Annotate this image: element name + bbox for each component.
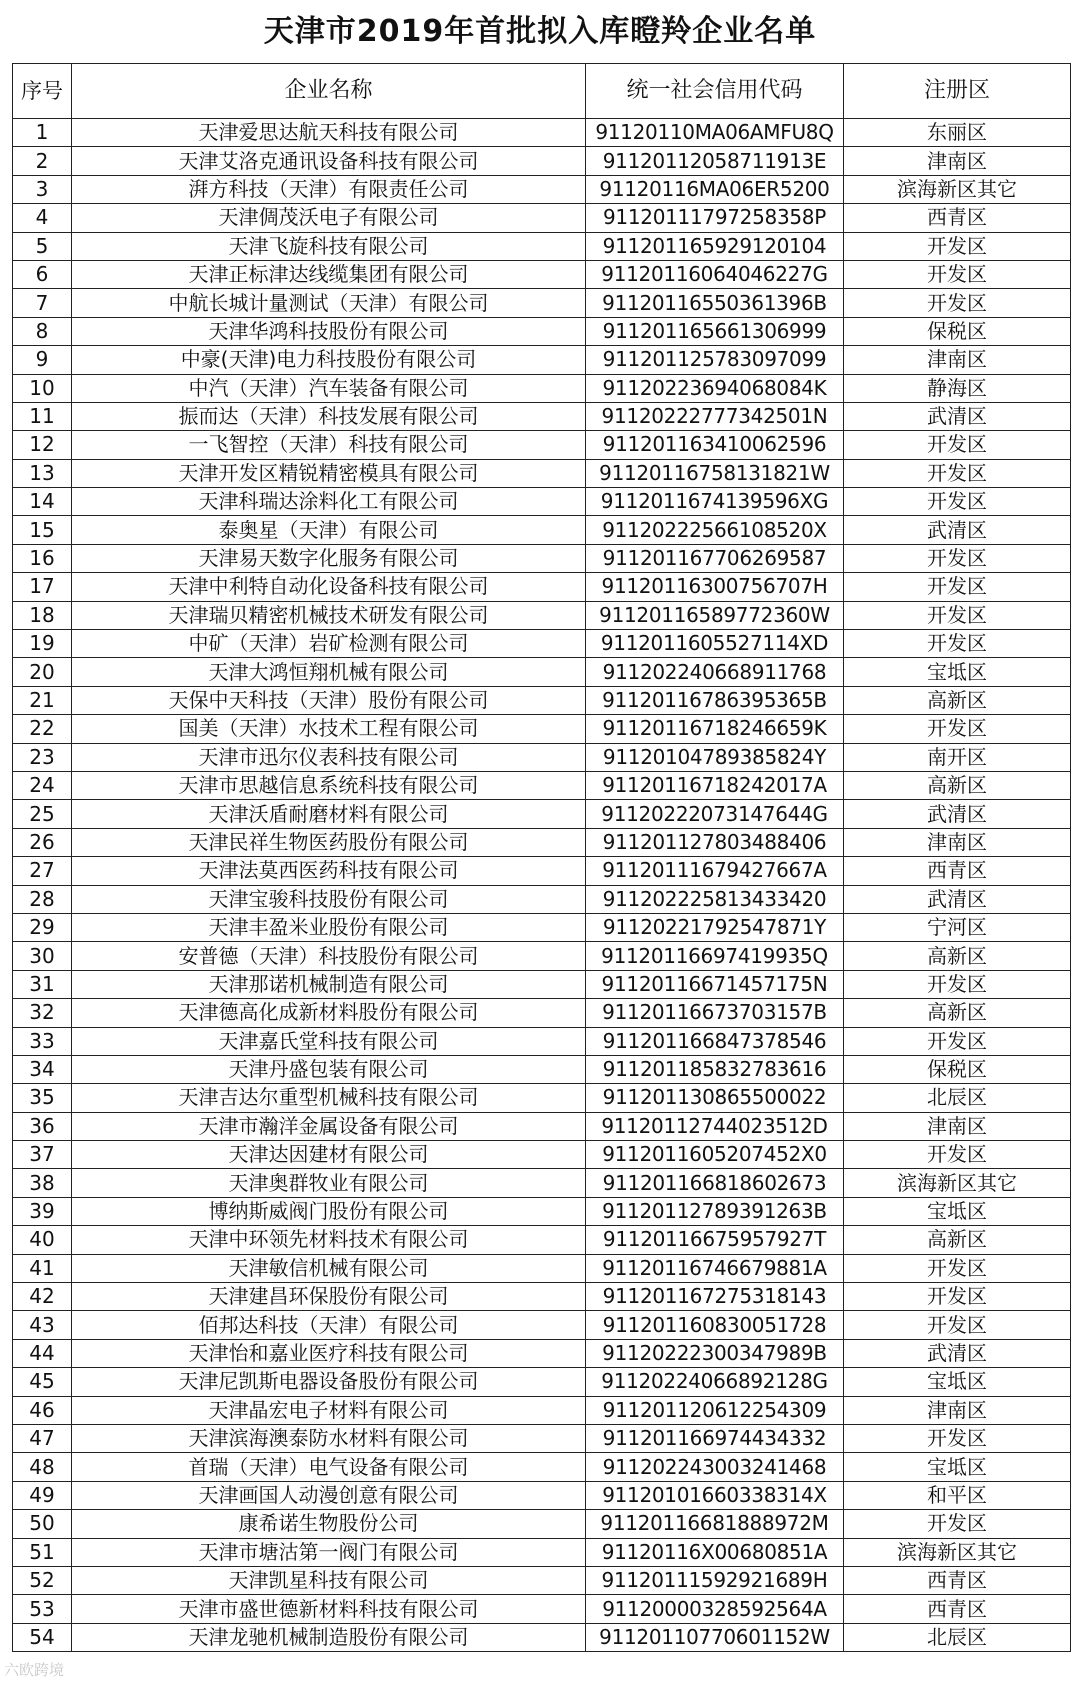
row-serial-number: 24 — [13, 771, 72, 799]
table-row — [13, 1339, 1071, 1367]
row-district: 高新区 — [844, 942, 1071, 970]
row-credit-code: 91120111797258358P — [586, 204, 844, 232]
table-row — [13, 431, 1071, 459]
table-row — [13, 204, 1071, 232]
row-company-name: 天津德高化成新材料股份有限公司 — [72, 999, 586, 1027]
row-company-name: 天津华鸿科技股份有限公司 — [72, 317, 586, 345]
table-row — [13, 147, 1071, 175]
row-district: 高新区 — [844, 771, 1071, 799]
row-credit-code: 911201160830051728 — [586, 1311, 844, 1339]
row-district: 宝坻区 — [844, 1368, 1071, 1396]
row-company-name: 天津嘉氏堂科技有限公司 — [72, 1027, 586, 1055]
row-credit-code: 91120110770601152W — [586, 1623, 844, 1651]
row-company-name: 天保中天科技（天津）股份有限公司 — [72, 686, 586, 714]
table-row — [13, 119, 1071, 147]
row-company-name: 泰奥星（天津）有限公司 — [72, 516, 586, 544]
row-credit-code: 91120116589772360W — [586, 601, 844, 629]
header-credit-code: 统一社会信用代码 — [586, 64, 844, 119]
row-company-name: 天津市塘沽第一阀门有限公司 — [72, 1538, 586, 1566]
row-district: 开发区 — [844, 1510, 1071, 1538]
row-serial-number: 43 — [13, 1311, 72, 1339]
row-company-name: 天津丹盛包装有限公司 — [72, 1055, 586, 1083]
row-district: 开发区 — [844, 1283, 1071, 1311]
table-row — [13, 658, 1071, 686]
row-credit-code: 911201130865500022 — [586, 1084, 844, 1112]
row-serial-number: 31 — [13, 970, 72, 998]
row-serial-number: 44 — [13, 1339, 72, 1367]
row-serial-number: 34 — [13, 1055, 72, 1083]
row-district: 宝坻区 — [844, 1197, 1071, 1225]
document-title: 天津市2019年首批拟入库瞪羚企业名单 — [263, 14, 817, 49]
row-district: 津南区 — [844, 1396, 1071, 1424]
row-serial-number: 13 — [13, 459, 72, 487]
row-credit-code: 91120112058711913E — [586, 147, 844, 175]
row-district: 津南区 — [844, 147, 1071, 175]
row-district: 宝坻区 — [844, 1453, 1071, 1481]
row-serial-number: 18 — [13, 601, 72, 629]
row-district: 武清区 — [844, 516, 1071, 544]
row-credit-code: 911201163410062596 — [586, 431, 844, 459]
row-credit-code: 91120224066892128G — [586, 1368, 844, 1396]
row-district: 津南区 — [844, 1112, 1071, 1140]
row-company-name: 一飞智控（天津）科技有限公司 — [72, 431, 586, 459]
row-credit-code: 911201125783097099 — [586, 346, 844, 374]
row-district: 武清区 — [844, 800, 1071, 828]
row-serial-number: 48 — [13, 1453, 72, 1481]
row-district: 滨海新区其它 — [844, 1169, 1071, 1197]
row-credit-code: 9112011605527114XD — [586, 630, 844, 658]
row-company-name: 天津画国人动漫创意有限公司 — [72, 1481, 586, 1509]
row-credit-code: 91120116671457175N — [586, 970, 844, 998]
row-serial-number: 15 — [13, 516, 72, 544]
table-row — [13, 1311, 1071, 1339]
row-serial-number: 53 — [13, 1595, 72, 1623]
row-company-name: 天津滨海澳泰防水材料有限公司 — [72, 1424, 586, 1452]
row-district: 开发区 — [844, 715, 1071, 743]
row-company-name: 天津中利特自动化设备科技有限公司 — [72, 573, 586, 601]
row-credit-code: 91120111679427667A — [586, 857, 844, 885]
row-serial-number: 12 — [13, 431, 72, 459]
row-district: 开发区 — [844, 260, 1071, 288]
table-row — [13, 232, 1071, 260]
row-company-name: 天津易天数字化服务有限公司 — [72, 544, 586, 572]
row-serial-number: 9 — [13, 346, 72, 374]
row-company-name: 天津怡和嘉业医疗科技有限公司 — [72, 1339, 586, 1367]
enterprise-table — [12, 63, 1071, 1652]
row-district: 高新区 — [844, 999, 1071, 1027]
table-row — [13, 885, 1071, 913]
row-company-name: 国美（天津）水技术工程有限公司 — [72, 715, 586, 743]
row-serial-number: 45 — [13, 1368, 72, 1396]
row-company-name: 中豪(天津)电力科技股份有限公司 — [72, 346, 586, 374]
row-district: 开发区 — [844, 1311, 1071, 1339]
row-credit-code: 91120222566108520X — [586, 516, 844, 544]
row-district: 滨海新区其它 — [844, 1538, 1071, 1566]
table-row — [13, 1396, 1071, 1424]
table-row — [13, 999, 1071, 1027]
table-row — [13, 260, 1071, 288]
row-serial-number: 4 — [13, 204, 72, 232]
table-row — [13, 601, 1071, 629]
row-company-name: 天津宝骏科技股份有限公司 — [72, 885, 586, 913]
row-district: 宁河区 — [844, 913, 1071, 941]
row-district: 高新区 — [844, 1226, 1071, 1254]
row-district: 开发区 — [844, 544, 1071, 572]
row-serial-number: 28 — [13, 885, 72, 913]
row-credit-code: 91120104789385824Y — [586, 743, 844, 771]
table-row — [13, 715, 1071, 743]
row-company-name: 天津中环领先材料技术有限公司 — [72, 1226, 586, 1254]
row-serial-number: 19 — [13, 630, 72, 658]
row-company-name: 天津市盛世德新材料科技有限公司 — [72, 1595, 586, 1623]
row-credit-code: 911201185832783616 — [586, 1055, 844, 1083]
table-row — [13, 544, 1071, 572]
table-row — [13, 686, 1071, 714]
row-company-name: 安普德（天津）科技股份有限公司 — [72, 942, 586, 970]
row-credit-code: 91120116746679881A — [586, 1254, 844, 1282]
row-serial-number: 7 — [13, 289, 72, 317]
row-district: 西青区 — [844, 204, 1071, 232]
table-row — [13, 1453, 1071, 1481]
row-credit-code: 911201127803488406 — [586, 828, 844, 856]
table-row — [13, 970, 1071, 998]
row-serial-number: 51 — [13, 1538, 72, 1566]
row-serial-number: 11 — [13, 402, 72, 430]
table-row — [13, 857, 1071, 885]
row-district: 静海区 — [844, 374, 1071, 402]
row-credit-code: 9112011674139596XG — [586, 488, 844, 516]
row-serial-number: 49 — [13, 1481, 72, 1509]
row-district: 北辰区 — [844, 1623, 1071, 1651]
row-company-name: 天津科瑞达涂料化工有限公司 — [72, 488, 586, 516]
row-credit-code: 911201120612254309 — [586, 1396, 844, 1424]
row-company-name: 湃方科技（天津）有限责任公司 — [72, 175, 586, 203]
row-credit-code: 91120116681888972M — [586, 1510, 844, 1538]
row-company-name: 博纳斯威阀门股份有限公司 — [72, 1197, 586, 1225]
table-row — [13, 1424, 1071, 1452]
table-row — [13, 459, 1071, 487]
row-district: 高新区 — [844, 686, 1071, 714]
row-district: 武清区 — [844, 1339, 1071, 1367]
row-company-name: 天津开发区精锐精密模具有限公司 — [72, 459, 586, 487]
table-row — [13, 1112, 1071, 1140]
table-row — [13, 630, 1071, 658]
table-header-row — [13, 64, 1071, 119]
row-serial-number: 35 — [13, 1084, 72, 1112]
table-row — [13, 289, 1071, 317]
row-district: 宝坻区 — [844, 658, 1071, 686]
row-credit-code: 9112011605207452X0 — [586, 1141, 844, 1169]
row-credit-code: 91120000328592564A — [586, 1595, 844, 1623]
table-body — [13, 119, 1071, 1652]
table-row — [13, 1197, 1071, 1225]
row-district: 和平区 — [844, 1481, 1071, 1509]
row-credit-code: 91120116300756707H — [586, 573, 844, 601]
row-company-name: 天津那诺机械制造有限公司 — [72, 970, 586, 998]
header-company-name: 企业名称 — [72, 64, 586, 119]
row-district: 开发区 — [844, 289, 1071, 317]
row-district: 东丽区 — [844, 119, 1071, 147]
row-district: 开发区 — [844, 1424, 1071, 1452]
row-serial-number: 37 — [13, 1141, 72, 1169]
row-company-name: 天津正标津达线缆集团有限公司 — [72, 260, 586, 288]
row-company-name: 天津达因建材有限公司 — [72, 1141, 586, 1169]
row-company-name: 天津吉达尔重型机械科技有限公司 — [72, 1084, 586, 1112]
row-district: 开发区 — [844, 970, 1071, 998]
row-credit-code: 91120116718242017A — [586, 771, 844, 799]
row-serial-number: 26 — [13, 828, 72, 856]
row-serial-number: 27 — [13, 857, 72, 885]
row-district: 开发区 — [844, 1141, 1071, 1169]
row-serial-number: 52 — [13, 1566, 72, 1594]
row-district: 开发区 — [844, 1027, 1071, 1055]
row-credit-code: 91120223694068084K — [586, 374, 844, 402]
row-credit-code: 911201166818602673 — [586, 1169, 844, 1197]
row-district: 保税区 — [844, 317, 1071, 345]
table-row — [13, 1368, 1071, 1396]
table-row — [13, 1510, 1071, 1538]
row-serial-number: 17 — [13, 573, 72, 601]
row-serial-number: 29 — [13, 913, 72, 941]
header-district: 注册区 — [844, 64, 1071, 119]
row-district: 开发区 — [844, 601, 1071, 629]
row-serial-number: 10 — [13, 374, 72, 402]
row-serial-number: 16 — [13, 544, 72, 572]
table-row — [13, 516, 1071, 544]
table-row — [13, 1623, 1071, 1651]
row-credit-code: 91120116064046227G — [586, 260, 844, 288]
table-row — [13, 402, 1071, 430]
row-credit-code: 91120101660338314X — [586, 1481, 844, 1509]
row-company-name: 天津市瀚洋金属设备有限公司 — [72, 1112, 586, 1140]
row-company-name: 康希诺生物股份公司 — [72, 1510, 586, 1538]
row-company-name: 佰邦达科技（天津）有限公司 — [72, 1311, 586, 1339]
row-district: 津南区 — [844, 346, 1071, 374]
row-serial-number: 6 — [13, 260, 72, 288]
row-credit-code: 911201167706269587 — [586, 544, 844, 572]
table-row — [13, 1027, 1071, 1055]
row-company-name: 天津尼凯斯电器设备股份有限公司 — [72, 1368, 586, 1396]
row-serial-number: 32 — [13, 999, 72, 1027]
row-district: 开发区 — [844, 431, 1071, 459]
row-serial-number: 25 — [13, 800, 72, 828]
table-row — [13, 1566, 1071, 1594]
row-serial-number: 39 — [13, 1197, 72, 1225]
row-district: 津南区 — [844, 828, 1071, 856]
row-company-name: 天津瑞贝精密机械技术研发有限公司 — [72, 601, 586, 629]
table-row — [13, 488, 1071, 516]
row-serial-number: 3 — [13, 175, 72, 203]
table-row — [13, 771, 1071, 799]
row-company-name: 中汽（天津）汽车装备有限公司 — [72, 374, 586, 402]
row-credit-code: 91120116MA06ER5200 — [586, 175, 844, 203]
row-credit-code: 91120116675957927T — [586, 1226, 844, 1254]
row-serial-number: 8 — [13, 317, 72, 345]
table-row — [13, 1169, 1071, 1197]
row-credit-code: 911202243003241468 — [586, 1453, 844, 1481]
row-credit-code: 91120116718246659K — [586, 715, 844, 743]
row-credit-code: 91120116X00680851A — [586, 1538, 844, 1566]
row-credit-code: 911201165661306999 — [586, 317, 844, 345]
row-serial-number: 50 — [13, 1510, 72, 1538]
row-company-name: 天津民祥生物医药股份有限公司 — [72, 828, 586, 856]
row-district: 滨海新区其它 — [844, 175, 1071, 203]
row-credit-code: 91120112744023512D — [586, 1112, 844, 1140]
row-company-name: 天津爱思达航天科技有限公司 — [72, 119, 586, 147]
row-district: 开发区 — [844, 459, 1071, 487]
row-serial-number: 2 — [13, 147, 72, 175]
row-company-name: 天津奥群牧业有限公司 — [72, 1169, 586, 1197]
row-company-name: 天津敏信机械有限公司 — [72, 1254, 586, 1282]
header-serial-number: 序号 — [13, 64, 72, 119]
table-row — [13, 743, 1071, 771]
table-row — [13, 346, 1071, 374]
table-row — [13, 573, 1071, 601]
row-company-name: 天津建昌环保股份有限公司 — [72, 1283, 586, 1311]
table-row — [13, 175, 1071, 203]
table-row — [13, 1283, 1071, 1311]
row-district: 北辰区 — [844, 1084, 1071, 1112]
table-row — [13, 374, 1071, 402]
row-company-name: 天津沃盾耐磨材料有限公司 — [72, 800, 586, 828]
row-serial-number: 46 — [13, 1396, 72, 1424]
table-row — [13, 1538, 1071, 1566]
row-serial-number: 40 — [13, 1226, 72, 1254]
row-company-name: 天津市思越信息系统科技有限公司 — [72, 771, 586, 799]
row-district: 开发区 — [844, 232, 1071, 260]
row-credit-code: 911202240668911768 — [586, 658, 844, 686]
table-row — [13, 1595, 1071, 1623]
row-credit-code: 911201166847378546 — [586, 1027, 844, 1055]
row-district: 西青区 — [844, 857, 1071, 885]
table-row — [13, 800, 1071, 828]
row-company-name: 振而达（天津）科技发展有限公司 — [72, 402, 586, 430]
row-serial-number: 14 — [13, 488, 72, 516]
row-credit-code: 91120111592921689H — [586, 1566, 844, 1594]
row-district: 西青区 — [844, 1566, 1071, 1594]
row-serial-number: 20 — [13, 658, 72, 686]
row-company-name: 中矿（天津）岩矿检测有限公司 — [72, 630, 586, 658]
table-row — [13, 1141, 1071, 1169]
row-company-name: 天津大鸿恒翔机械有限公司 — [72, 658, 586, 686]
row-credit-code: 91120116786395365B — [586, 686, 844, 714]
row-credit-code: 911201165929120104 — [586, 232, 844, 260]
table-row — [13, 913, 1071, 941]
row-credit-code: 91120116550361396B — [586, 289, 844, 317]
row-company-name: 天津法莫西医药科技有限公司 — [72, 857, 586, 885]
row-serial-number: 23 — [13, 743, 72, 771]
row-serial-number: 1 — [13, 119, 72, 147]
row-district: 开发区 — [844, 488, 1071, 516]
table-row — [13, 1254, 1071, 1282]
row-company-name: 天津飞旋科技有限公司 — [72, 232, 586, 260]
table-row — [13, 1481, 1071, 1509]
row-serial-number: 36 — [13, 1112, 72, 1140]
table-row — [13, 1055, 1071, 1083]
row-company-name: 中航长城计量测试（天津）有限公司 — [72, 289, 586, 317]
row-credit-code: 911202225813433420 — [586, 885, 844, 913]
row-credit-code: 91120222300347989B — [586, 1339, 844, 1367]
row-district: 保税区 — [844, 1055, 1071, 1083]
row-company-name: 天津丰盈米业股份有限公司 — [72, 913, 586, 941]
table-row — [13, 828, 1071, 856]
row-company-name: 天津龙驰机械制造股份有限公司 — [72, 1623, 586, 1651]
row-serial-number: 33 — [13, 1027, 72, 1055]
table-row — [13, 942, 1071, 970]
row-district: 开发区 — [844, 1254, 1071, 1282]
row-company-name: 天津晶宏电子材料有限公司 — [72, 1396, 586, 1424]
row-credit-code: 91120112789391263B — [586, 1197, 844, 1225]
row-district: 开发区 — [844, 573, 1071, 601]
row-credit-code: 911201167275318143 — [586, 1283, 844, 1311]
row-district: 开发区 — [844, 630, 1071, 658]
row-credit-code: 911201166974434332 — [586, 1424, 844, 1452]
table-row — [13, 1226, 1071, 1254]
row-district: 武清区 — [844, 885, 1071, 913]
row-company-name: 天津市迅尔仪表科技有限公司 — [72, 743, 586, 771]
row-credit-code: 91120222777342501N — [586, 402, 844, 430]
table-row — [13, 1084, 1071, 1112]
row-company-name: 天津艾洛克通讯设备科技有限公司 — [72, 147, 586, 175]
row-company-name: 首瑞（天津）电气设备有限公司 — [72, 1453, 586, 1481]
row-credit-code: 91120116758131821W — [586, 459, 844, 487]
row-district: 武清区 — [844, 402, 1071, 430]
row-company-name: 天津凯星科技有限公司 — [72, 1566, 586, 1594]
row-company-name: 天津倜茂沃电子有限公司 — [72, 204, 586, 232]
row-serial-number: 21 — [13, 686, 72, 714]
watermark: 六欧跨境 — [4, 1661, 65, 1679]
row-credit-code: 91120221792547871Y — [586, 913, 844, 941]
row-serial-number: 22 — [13, 715, 72, 743]
table-row — [13, 317, 1071, 345]
row-district: 南开区 — [844, 743, 1071, 771]
row-credit-code: 91120116697419935Q — [586, 942, 844, 970]
row-serial-number: 30 — [13, 942, 72, 970]
row-serial-number: 41 — [13, 1254, 72, 1282]
row-credit-code: 91120110MA06AMFU8Q — [586, 119, 844, 147]
row-credit-code: 91120116673703157B — [586, 999, 844, 1027]
row-credit-code: 91120222073147644G — [586, 800, 844, 828]
row-serial-number: 47 — [13, 1424, 72, 1452]
row-district: 西青区 — [844, 1595, 1071, 1623]
row-serial-number: 38 — [13, 1169, 72, 1197]
row-serial-number: 42 — [13, 1283, 72, 1311]
row-serial-number: 54 — [13, 1623, 72, 1651]
row-serial-number: 5 — [13, 232, 72, 260]
